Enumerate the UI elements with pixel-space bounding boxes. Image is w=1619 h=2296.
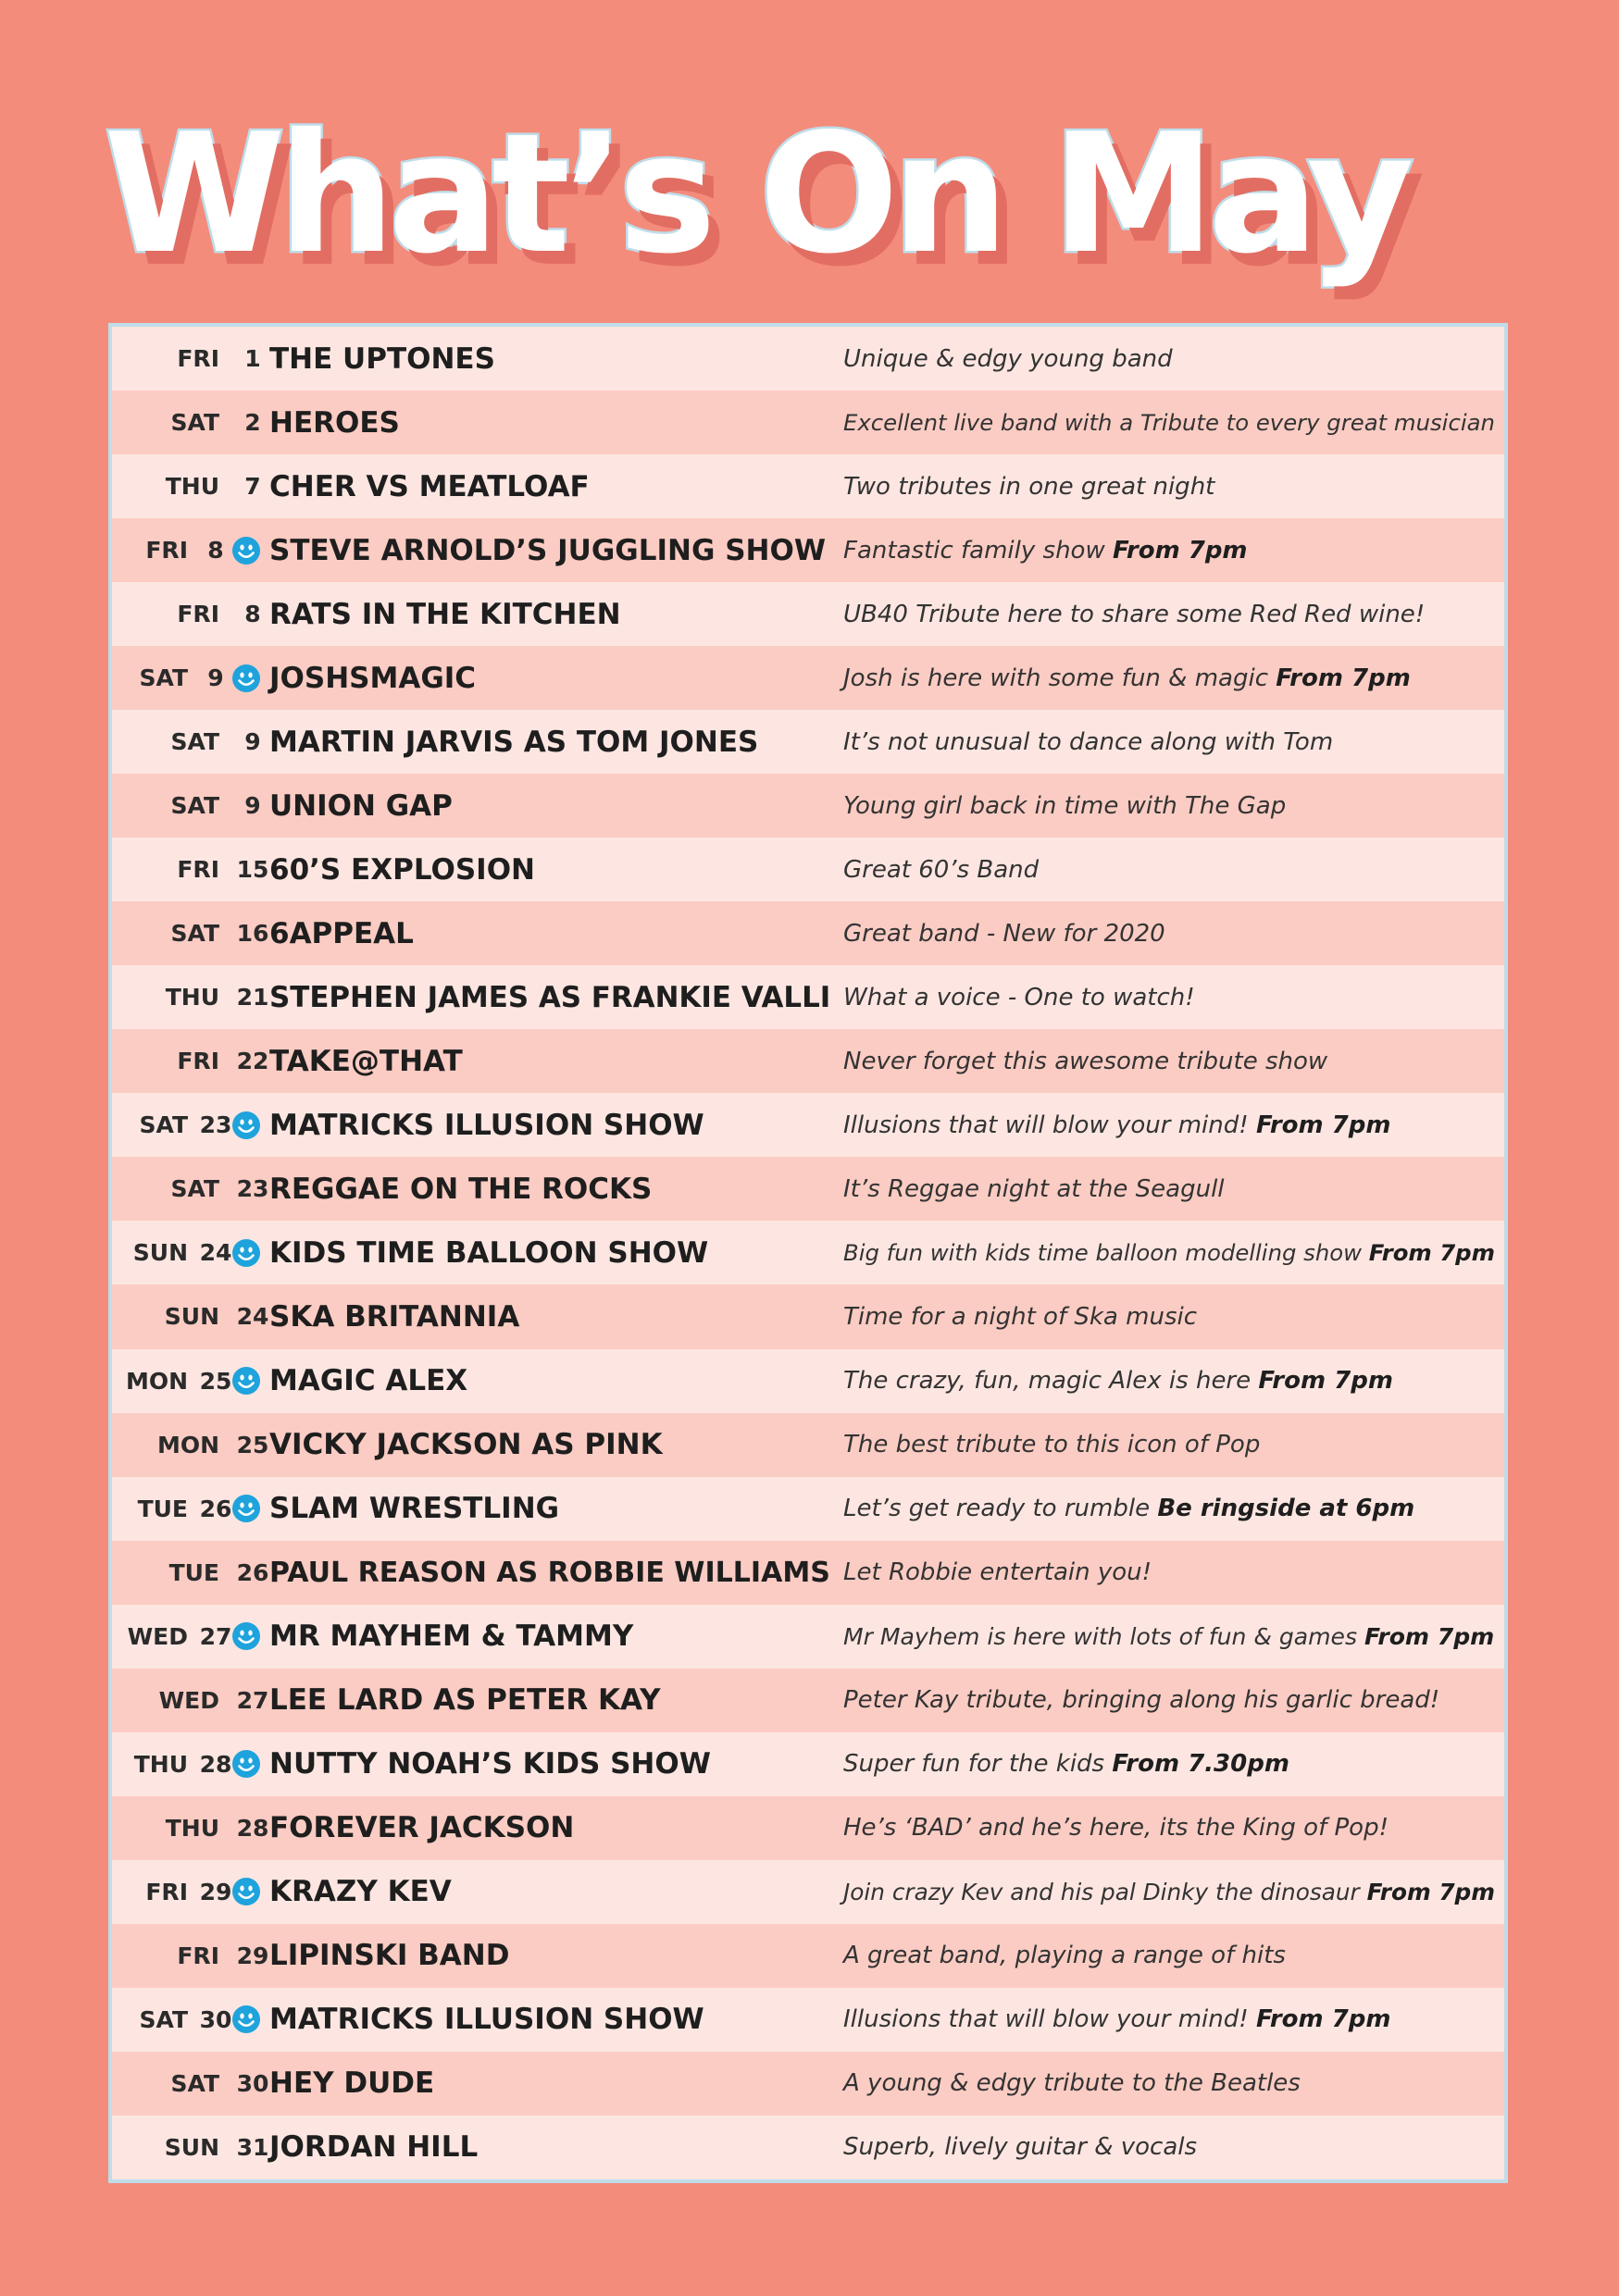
event-description — [843, 473, 1214, 501]
event-time-note: From 7pm — [1364, 1622, 1495, 1650]
event-date: 2 — [244, 409, 261, 437]
event-description — [843, 2133, 1197, 2161]
event-row — [112, 1860, 1504, 1924]
event-row — [112, 710, 1504, 774]
event-row — [112, 1285, 1504, 1348]
event-description-text: Excellent live band with a Tribute to every great musician — [843, 409, 1495, 437]
event-description — [843, 856, 1039, 884]
event-name: FOREVER JACKSON — [269, 1811, 575, 1845]
event-description — [843, 601, 1425, 628]
event-description — [843, 1495, 1414, 1522]
event-row — [112, 965, 1504, 1029]
event-name: PAUL REASON AS ROBBIE WILLIAMS — [269, 1556, 830, 1589]
event-name: VICKY JACKSON AS PINK — [269, 1428, 663, 1462]
event-description — [843, 2005, 1390, 2033]
event-row — [112, 1413, 1504, 1477]
event-description-text: Young girl back in time with The Gap — [843, 791, 1287, 820]
event-day: FRI — [177, 1942, 219, 1969]
event-description — [843, 1239, 1495, 1266]
event-name: MAGIC ALEX — [269, 1364, 468, 1398]
smiley-face-icon — [231, 664, 261, 693]
event-date: 1 — [244, 345, 261, 373]
event-day: SAT — [139, 664, 188, 692]
event-time-note: From 7pm — [1276, 664, 1411, 692]
event-description-text: What a voice - One to watch! — [843, 983, 1195, 1011]
event-description — [843, 1367, 1393, 1395]
event-row — [112, 518, 1504, 582]
event-name: REGGAE ON THE ROCKS — [269, 1172, 653, 1206]
event-name: KIDS TIME BALLOON SHOW — [269, 1235, 709, 1270]
event-date: 31 — [236, 2133, 269, 2161]
event-description-text: Illusions that will blow your mind! — [843, 1111, 1256, 1139]
event-name: STEPHEN JAMES AS FRANKIE VALLI — [269, 980, 831, 1014]
event-day: SAT — [170, 1175, 219, 1203]
event-description — [843, 345, 1173, 373]
event-row — [112, 1605, 1504, 1669]
event-date: 28 — [236, 1814, 269, 1842]
event-day: WED — [158, 1686, 219, 1714]
event-day: SAT — [170, 728, 219, 756]
event-day: FRI — [177, 856, 219, 884]
event-description-text: Two tributes in one great night — [843, 472, 1215, 501]
event-name: MATRICKS ILLUSION SHOW — [269, 2003, 704, 2037]
event-row — [112, 2116, 1504, 2179]
event-description — [843, 1814, 1389, 1842]
event-description-text: Fantastic family show — [843, 536, 1113, 565]
event-row — [112, 774, 1504, 838]
event-day: TUE — [168, 1558, 219, 1586]
event-date: 30 — [199, 2005, 232, 2033]
event-day: THU — [165, 1814, 219, 1842]
event-description-text: Let Robbie entertain you! — [843, 1558, 1152, 1587]
event-time-note: From 7pm — [1368, 1239, 1495, 1267]
event-description-text: Peter Kay tribute, bringing along his garlic bread! — [843, 1686, 1440, 1715]
event-date: 15 — [236, 856, 269, 884]
event-name: TAKE@THAT — [269, 1044, 463, 1078]
event-row — [112, 582, 1504, 646]
event-description-text: A great band, playing a range of hits — [843, 1942, 1286, 1970]
event-date: 16 — [236, 920, 269, 948]
event-date: 29 — [199, 1878, 232, 1905]
event-time-note: Be ringside at 6pm — [1157, 1495, 1415, 1523]
event-day: FRI — [145, 537, 188, 565]
event-description-text: Super fun for the kids — [843, 1750, 1113, 1779]
smiley-face-icon — [231, 1366, 261, 1396]
event-description — [843, 1175, 1225, 1203]
event-description — [843, 664, 1411, 692]
event-description — [843, 920, 1165, 948]
event-date: 28 — [199, 1750, 232, 1778]
event-day: FRI — [145, 1878, 188, 1905]
event-row — [112, 1924, 1504, 1988]
smiley-face-icon — [231, 536, 261, 565]
event-time-note: From 7.30pm — [1112, 1750, 1289, 1779]
event-name: LEE LARD AS PETER KAY — [269, 1683, 661, 1718]
event-name: SKA BRITANNIA — [269, 1299, 520, 1334]
event-date: 29 — [236, 1942, 269, 1969]
event-description-text: Great band - New for 2020 — [843, 919, 1165, 948]
event-day: SAT — [170, 920, 219, 948]
smiley-face-icon — [231, 1111, 261, 1140]
event-description-text: Big fun with kids time balloon modelling show — [843, 1239, 1369, 1267]
event-date: 23 — [199, 1111, 232, 1139]
event-description — [843, 1303, 1197, 1331]
event-name: KRAZY KEV — [269, 1875, 452, 1909]
event-description — [843, 1686, 1439, 1714]
event-row — [112, 1732, 1504, 1796]
event-day: SUN — [132, 1239, 188, 1267]
event-day: MON — [156, 1431, 219, 1458]
event-description-text: Time for a night of Ska music — [843, 1302, 1198, 1331]
smiley-face-icon — [231, 2004, 261, 2034]
event-row — [112, 391, 1504, 454]
event-name: THE UPTONES — [269, 341, 495, 376]
event-description-text: Join crazy Kev and his pal Dinky the dinosaur — [843, 1878, 1367, 1905]
event-time-note: From 7pm — [1366, 1878, 1496, 1905]
event-day: SUN — [164, 2133, 219, 2161]
event-row — [112, 1988, 1504, 2052]
event-description — [843, 984, 1195, 1011]
event-day: SAT — [139, 2005, 188, 2033]
event-name: JOSHSMAGIC — [269, 661, 477, 695]
event-day: THU — [165, 473, 219, 501]
event-day: THU — [165, 984, 219, 1011]
event-description-text: The crazy, fun, magic Alex is here — [843, 1367, 1259, 1396]
event-row — [112, 1669, 1504, 1732]
page-title: What’s On May — [104, 98, 1407, 290]
event-row — [112, 1541, 1504, 1605]
event-date: 21 — [236, 984, 269, 1011]
event-name: LIPINSKI BAND — [269, 1939, 510, 1973]
event-row — [112, 1029, 1504, 1093]
event-row — [112, 646, 1504, 710]
event-description — [843, 1750, 1289, 1778]
event-description-text: Superb, lively guitar & vocals — [843, 2133, 1198, 2162]
event-name: UNION GAP — [269, 788, 453, 823]
event-description-text: The best tribute to this icon of Pop — [843, 1431, 1261, 1459]
event-row — [112, 1093, 1504, 1157]
event-date: 8 — [207, 537, 224, 565]
event-row — [112, 1349, 1504, 1413]
event-name: 60’S EXPLOSION — [269, 852, 535, 887]
smiley-face-icon — [231, 1621, 261, 1651]
event-date: 24 — [199, 1239, 232, 1267]
event-description — [843, 2069, 1301, 2097]
event-description-text: Josh is here with some fun & magic — [843, 664, 1277, 692]
event-name: RATS IN THE KITCHEN — [269, 597, 621, 631]
event-day: FRI — [177, 1048, 219, 1075]
event-description-text: Illusions that will blow your mind! — [843, 2005, 1256, 2034]
event-date: 25 — [236, 1431, 269, 1458]
event-name: HEY DUDE — [269, 2066, 435, 2101]
smiley-face-icon — [231, 1877, 261, 1906]
event-row — [112, 901, 1504, 965]
event-name: STEVE ARNOLD’S JUGGLING SHOW — [269, 533, 827, 567]
event-name: CHER VS MEATLOAF — [269, 469, 590, 503]
event-row — [112, 1221, 1504, 1285]
event-date: 27 — [199, 1622, 232, 1650]
event-time-note: From 7pm — [1113, 536, 1248, 565]
event-description — [843, 728, 1333, 756]
event-day: THU — [133, 1750, 188, 1778]
event-day: TUE — [137, 1495, 188, 1522]
event-time-note: From 7pm — [1255, 1111, 1391, 1139]
event-date: 23 — [236, 1175, 269, 1203]
event-description-text: A young & edgy tribute to the Beatles — [843, 2069, 1301, 2098]
event-name: MATRICKS ILLUSION SHOW — [269, 1108, 704, 1142]
event-row — [112, 2052, 1504, 2116]
event-name: SLAM WRESTLING — [269, 1492, 560, 1526]
event-row — [112, 454, 1504, 518]
event-name: HEROES — [269, 405, 400, 440]
event-description — [843, 1111, 1390, 1139]
event-description-text: Great 60’s Band — [843, 855, 1040, 884]
event-name: 6APPEAL — [269, 916, 414, 950]
event-description — [843, 409, 1495, 436]
smiley-face-icon — [231, 1494, 261, 1523]
event-row — [112, 1477, 1504, 1541]
event-day: WED — [127, 1622, 188, 1650]
event-description-text: UB40 Tribute here to share some Red Red wine! — [843, 600, 1426, 628]
event-description — [843, 537, 1248, 565]
event-date: 9 — [244, 728, 261, 756]
event-day: SAT — [170, 2069, 219, 2097]
event-day: SAT — [170, 792, 219, 820]
event-description — [843, 1942, 1286, 1969]
event-date: 25 — [199, 1367, 232, 1395]
event-name: MR MAYHEM & TAMMY — [269, 1620, 634, 1654]
event-name: JORDAN HILL — [269, 2130, 479, 2165]
event-date: 7 — [244, 473, 261, 501]
event-date: 22 — [236, 1048, 269, 1075]
event-day: SUN — [164, 1303, 219, 1331]
event-day: MON — [125, 1367, 188, 1395]
event-name: NUTTY NOAH’S KIDS SHOW — [269, 1747, 711, 1781]
event-date: 26 — [236, 1558, 269, 1586]
event-description — [843, 1879, 1495, 1905]
event-description-text: Unique & edgy young band — [843, 344, 1173, 373]
event-date: 27 — [236, 1686, 269, 1714]
event-day: SAT — [139, 1111, 188, 1139]
event-row — [112, 1796, 1504, 1860]
event-name: MARTIN JARVIS AS TOM JONES — [269, 725, 759, 759]
event-row — [112, 327, 1504, 391]
event-description-text: It’s not unusual to dance along with Tom — [843, 727, 1334, 756]
event-time-note: From 7pm — [1258, 1367, 1393, 1396]
event-description-text: Let’s get ready to rumble — [843, 1495, 1158, 1523]
event-description — [843, 792, 1286, 820]
event-row — [112, 1157, 1504, 1221]
event-day: FRI — [177, 345, 219, 373]
event-row — [112, 838, 1504, 901]
event-day: FRI — [177, 601, 219, 628]
event-date: 30 — [236, 2069, 269, 2097]
event-description — [843, 1623, 1494, 1650]
event-description — [843, 1431, 1260, 1458]
event-date: 24 — [236, 1303, 269, 1331]
event-time-note: From 7pm — [1255, 2005, 1391, 2034]
event-day: SAT — [170, 409, 219, 437]
event-description-text: It’s Reggae night at the Seagull — [843, 1174, 1225, 1203]
event-description — [843, 1558, 1152, 1586]
events-table — [108, 323, 1508, 2183]
event-date: 26 — [199, 1495, 232, 1522]
smiley-face-icon — [231, 1238, 261, 1268]
event-description-text: Never forget this awesome tribute show — [843, 1047, 1328, 1075]
smiley-face-icon — [231, 1749, 261, 1779]
event-description-text: He’s ‘BAD’ and he’s here, its the King of Pop! — [843, 1814, 1389, 1843]
event-description-text: Mr Mayhem is here with lots of fun & games — [843, 1622, 1364, 1650]
event-date: 9 — [244, 792, 261, 820]
event-date: 8 — [244, 601, 261, 628]
event-description — [843, 1048, 1327, 1075]
event-date: 9 — [207, 664, 224, 692]
